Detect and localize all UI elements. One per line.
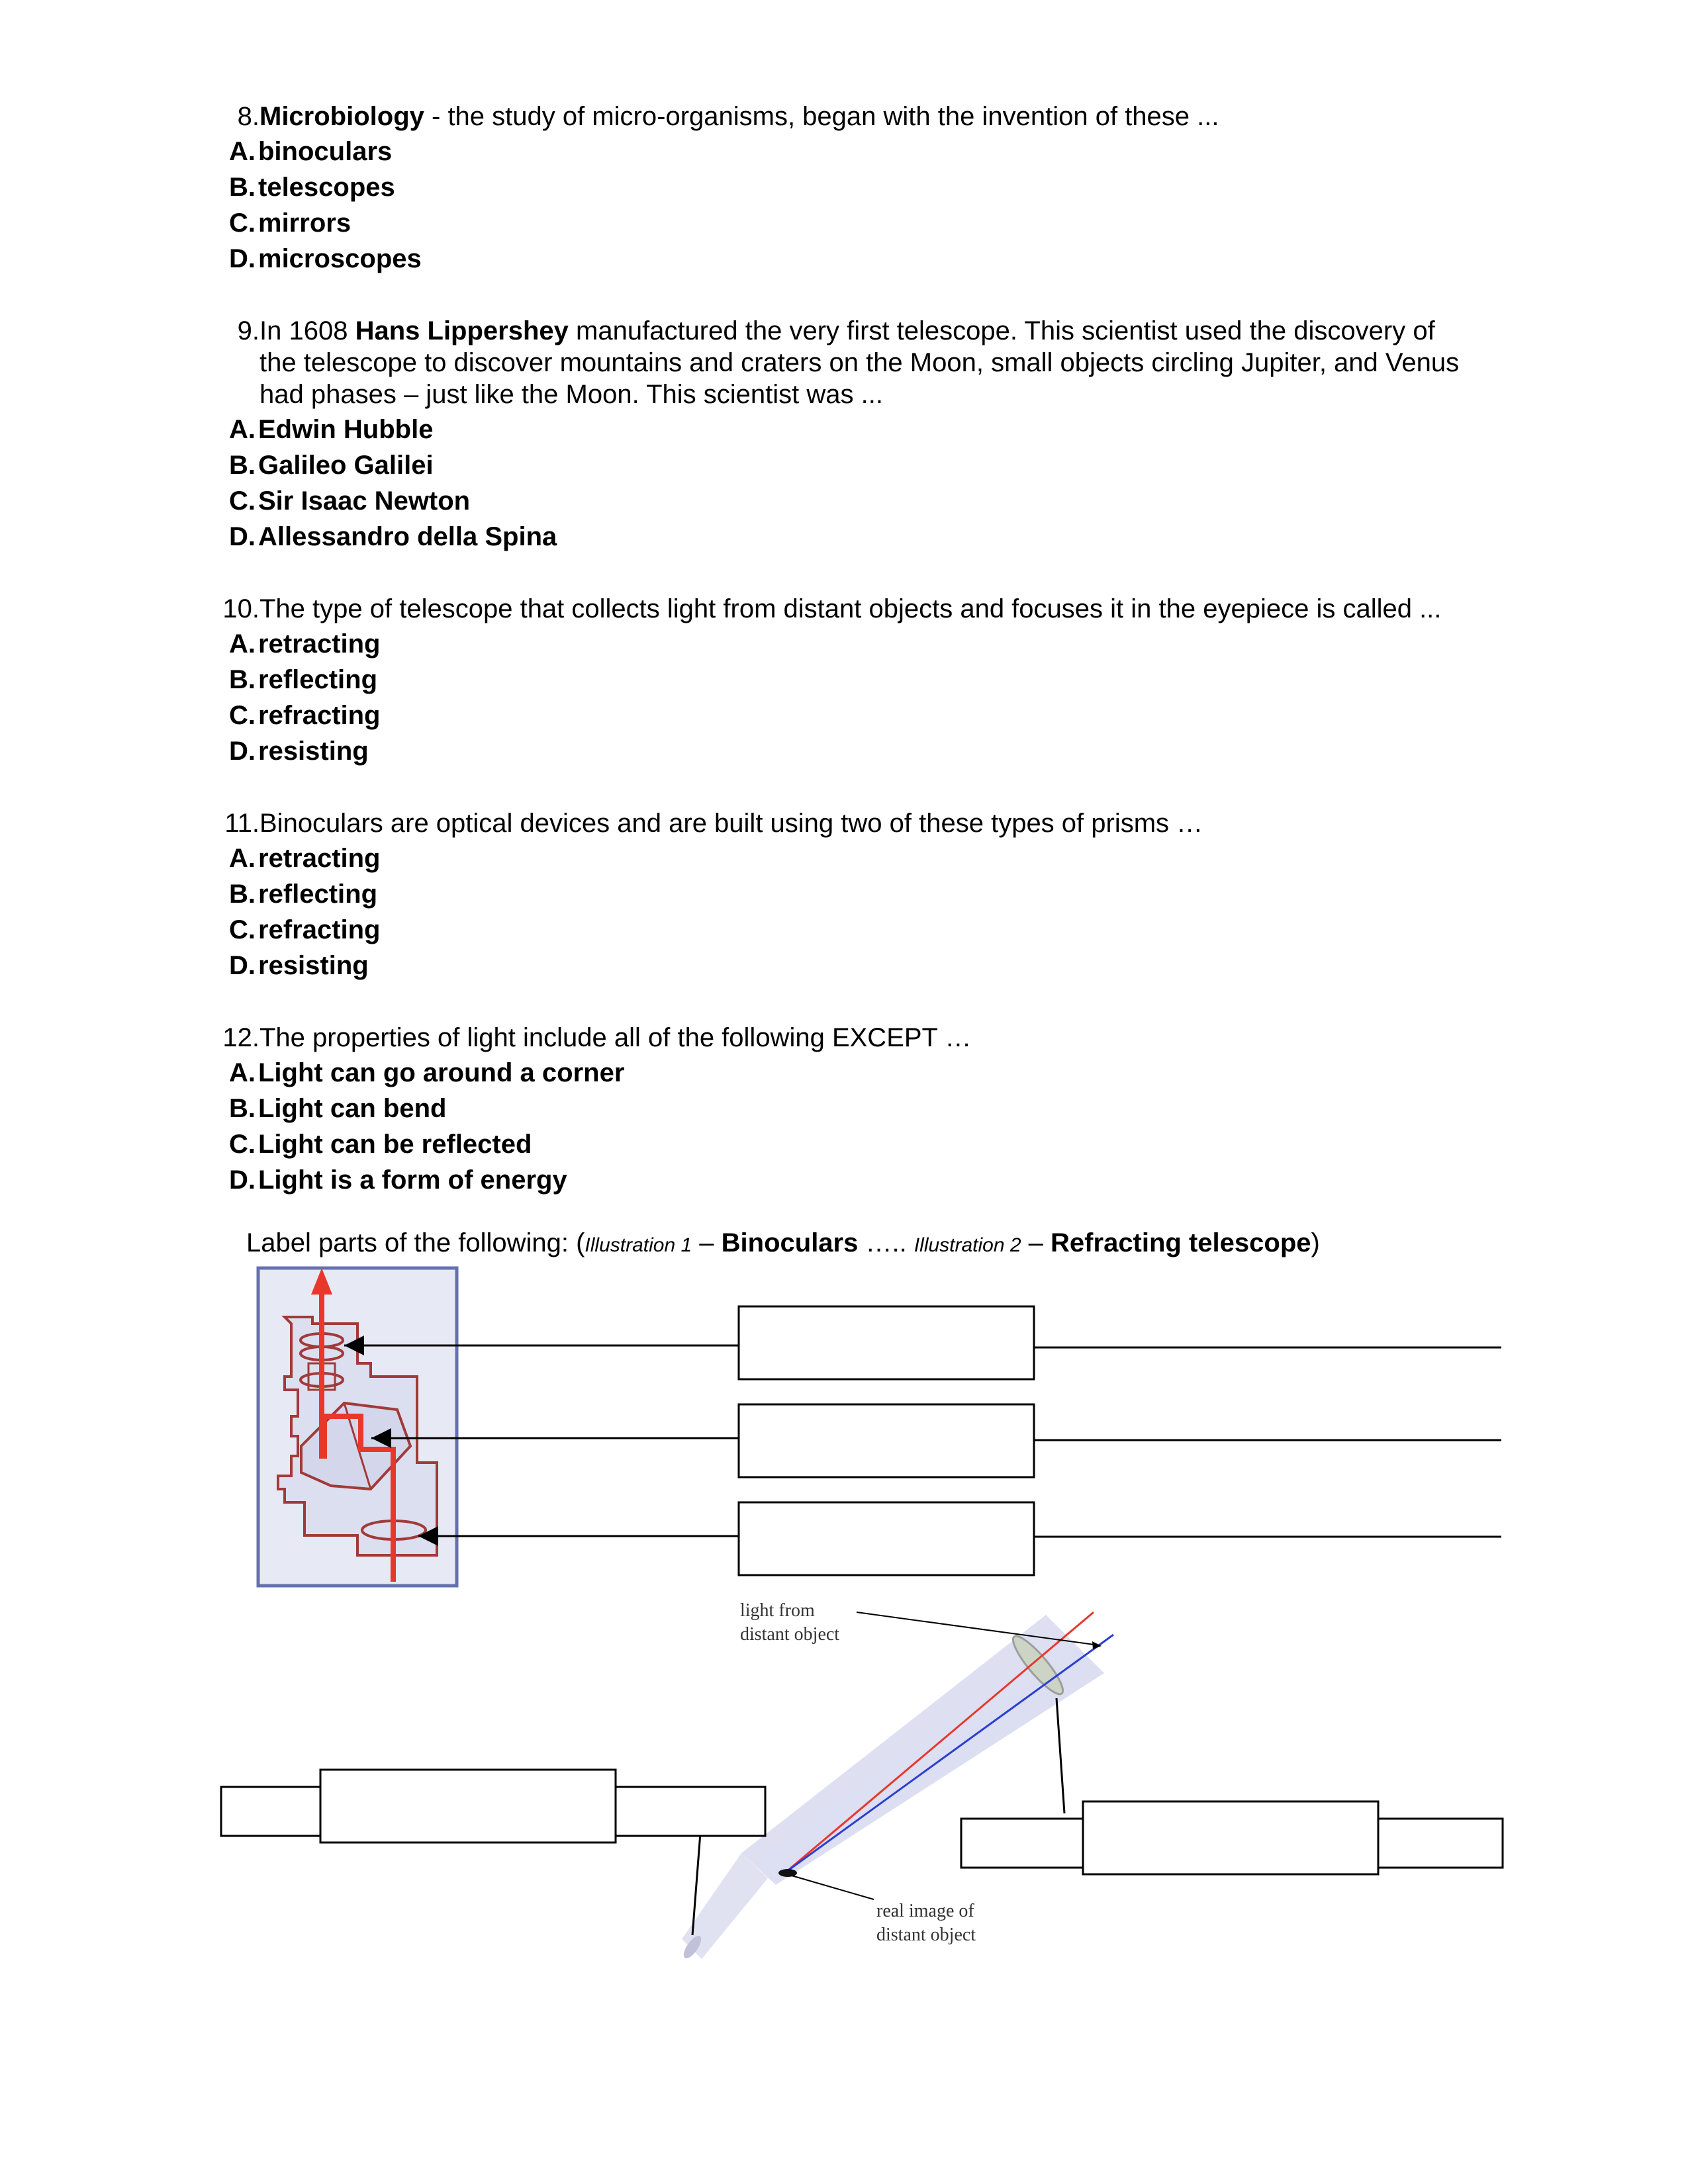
leader-line xyxy=(857,1612,1099,1645)
light-label-line2: distant object xyxy=(740,1624,840,1645)
label-instruction: Label parts of the following: (Illustration 1 – Binoculars ….. Illustration 2 – Refracting telescope) xyxy=(246,1228,1320,1257)
option-d: D. resisting xyxy=(229,951,369,980)
option-c: C. Sir Isaac Newton xyxy=(229,486,471,516)
option-d: D. microscopes xyxy=(229,244,422,273)
option-d: D. Allessandro della Spina xyxy=(229,522,557,551)
question-text: Binoculars are optical devices and are built using two of these types of prisms … xyxy=(259,809,1203,838)
option-a: A. retracting xyxy=(229,629,381,659)
option-a: A. Edwin Hubble xyxy=(229,415,434,444)
question-text: The properties of light include all of the following EXCEPT … xyxy=(259,1023,972,1052)
label-box-1 xyxy=(739,1306,1034,1379)
light-label-line1: light from xyxy=(740,1600,815,1621)
option-d: D. Light is a form of energy xyxy=(229,1165,567,1195)
question-term: Microbiology xyxy=(259,102,424,131)
option-c: C. Light can be reflected xyxy=(229,1130,532,1159)
option-b: B. reflecting xyxy=(229,665,378,694)
option-c: C. refracting xyxy=(229,915,381,944)
label-box-5 xyxy=(1083,1801,1378,1874)
question-9-stem-line3: had phases – just like the Moon. This scientist was ... xyxy=(259,380,883,409)
question-number: 8. xyxy=(237,102,259,131)
label-box-4 xyxy=(320,1770,616,1843)
option-a: A. Light can go around a corner xyxy=(229,1058,625,1087)
binoculars-labels xyxy=(344,1306,1501,1575)
option-d: D. resisting xyxy=(229,737,369,766)
question-number: 11. xyxy=(224,809,259,838)
option-a: A. retracting xyxy=(229,844,381,873)
option-c: C. refracting xyxy=(229,701,381,730)
leader-line xyxy=(792,1876,874,1899)
question-text: - the study of micro-organisms, began with the invention of these ... xyxy=(424,102,1219,131)
option-b: B. reflecting xyxy=(229,880,378,909)
question-number: 10. xyxy=(222,594,259,623)
question-9-stem-line2: the telescope to discover mountains and craters on the Moon, small objects circling Jupiter, and Venus xyxy=(259,348,1460,377)
question-number: 12. xyxy=(222,1023,259,1052)
label-box-2 xyxy=(739,1404,1034,1477)
question-number: 9. xyxy=(237,316,259,345)
question-text: The type of telescope that collects light from distant objects and focuses it in the eyepiece is called ... xyxy=(259,594,1442,623)
image-label-line2: distant object xyxy=(876,1925,976,1945)
option-a: A. binoculars xyxy=(229,137,393,166)
question-term: Hans Lippershey xyxy=(355,316,569,345)
image-label-line1: real image of xyxy=(876,1901,974,1921)
label-box-3 xyxy=(739,1502,1034,1575)
pointer-line xyxy=(1056,1698,1064,1813)
option-b: B. Galileo Galilei xyxy=(229,451,434,480)
option-c: C. mirrors xyxy=(229,208,352,238)
option-b: B. Light can bend xyxy=(229,1094,447,1123)
option-b: B. telescopes xyxy=(229,173,395,202)
